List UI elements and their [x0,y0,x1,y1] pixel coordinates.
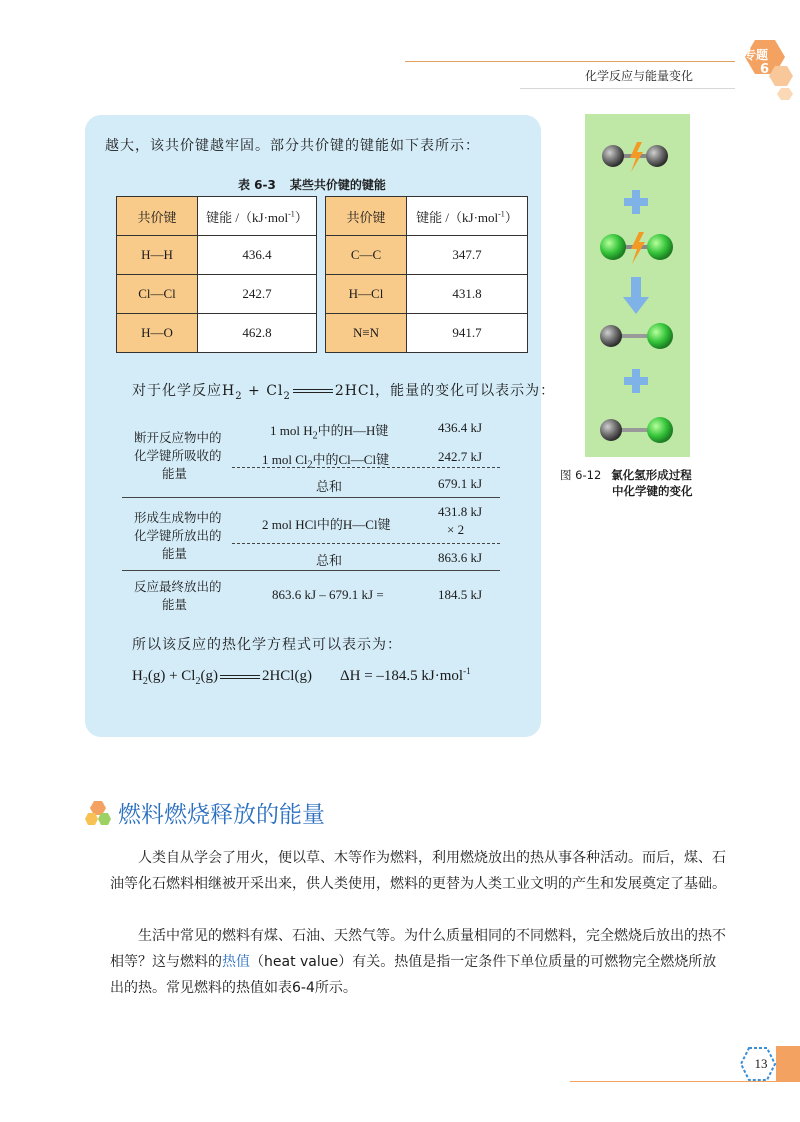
energy-cell: 941.7 [407,314,528,353]
divider [122,570,500,571]
form-total-value: 863.6 kJ [438,550,483,565]
plus-icon [624,190,648,214]
final-energy-label: 反应最终放出的 能量 [134,579,222,612]
bond-cell: H—Cl [326,275,407,314]
energy-cell: 462.8 [198,314,317,353]
total-label: 总和 [316,553,343,568]
col-header-energy-2: 键能 /（kJ·mol$^{-1}$） [407,197,528,236]
table-header-row [117,197,528,236]
bond-energy-table [116,196,528,353]
energy-cell: 347.7 [407,236,528,275]
equals-sign-icon [293,389,333,393]
section-hex-icon [84,800,112,828]
bond-cell: H—H [117,236,198,275]
col-header-energy: 键能 /（kJ·mol$^{-1}$） [198,197,317,236]
chapter-badge-label: 专题 [744,48,769,62]
final-calculation: 863.6 kJ – 679.1 kJ = [272,587,384,602]
section-title: 燃料燃烧释放的能量 [118,802,325,828]
table-row [117,236,528,275]
page-number: 13 [754,1056,768,1071]
thermo-intro: 所以该反应的热化学方程式可以表示为： [132,637,402,653]
reaction-intro: 对于化学反应$H_2 + Cl_2$ 2HCl，能量的变化可以表示为： [132,383,556,402]
form-item-hcl: 2 mol HCl中的H—Cl键 [262,517,391,532]
table-title: 某些共价键的键能 [289,178,386,192]
energy-cell: 436.4 [198,236,317,275]
form-item-multiplier: × 2 [447,522,465,537]
h2-molecule-icon [602,142,668,172]
intro-text: 越大，该共价键越牢固。部分共价键的键能如下表所示： [105,138,480,154]
final-value: 184.5 kJ [438,587,483,602]
table-row [117,314,528,353]
break-item-cl2-value: 242.7 kJ [438,449,483,464]
header-section-title: 化学反应与能量变化 [585,69,694,83]
col-header-bond: 共价键 [117,197,198,236]
table-row [117,275,528,314]
thermochemical-equation: $H_2(g) + Cl_2(g)$ 2HCl(g) ΔH = –184.5 kJ·mol$^{-1}$ [132,666,471,687]
paragraph-heat-value: 生活中常见的燃料有煤、石油、天然气等。为什么质量相同的不同燃料，完全燃烧后放出的热不相等？这与燃料的热值（heat value）有关。热值是指一定条件下单位质量的可燃物完全燃烧所放出的热。常见燃料的热值如表6-4所示。 [110,928,726,996]
energy-cell: 431.8 [407,275,528,314]
figure-number: 图 6-12 [560,468,602,482]
break-item-cl2: 1 mol $Cl_2$中的Cl—Cl键 [262,452,390,471]
dashed-rule [232,467,500,468]
break-total-value: 679.1 kJ [438,476,483,491]
table-number: 表 6-3 [238,178,276,192]
break-energy-label: 断开反应物中的 化学键所吸收的 能量 [134,430,222,481]
divider [122,497,500,498]
break-item-h2: 1 mol $H_2$中的H—H键 [270,423,389,442]
figure-caption: 图 6-12 氯化氢形成过程 中化学键的变化 [560,468,693,498]
header-rule [405,61,735,62]
dashed-rule [232,543,500,544]
footer-accent-bar [776,1046,800,1082]
hcl-formation-diagram [585,114,690,457]
hcl-molecule-icon [600,417,673,443]
paragraph-fuel-history: 人类自从学会了用火，便以草、木等作为燃料，利用燃烧放出的热从事各种活动。而后，煤、石油等化石燃料相继被开采出来，供人类使用，燃料的更替为人类工业文明的产生和发展奠定了基础。 [110,850,726,892]
break-item-h2-value: 436.4 kJ [438,420,483,435]
down-arrow-icon [623,277,649,314]
equals-sign-icon [220,675,260,679]
keyword-heat-value: 热值 [222,954,250,970]
plus-icon [624,369,648,393]
cl2-molecule-icon [600,232,673,264]
chapter-badge-number: 6 [760,62,770,77]
bond-cell: H—O [117,314,198,353]
energy-cell: 242.7 [198,275,317,314]
hcl-molecule-icon [600,323,673,349]
table-caption [238,176,386,193]
col-header-bond-2: 共价键 [326,197,407,236]
header-rule-secondary [520,88,735,89]
form-energy-label: 形成生成物中的 化学键所放出的 能量 [134,510,222,561]
bond-cell: C—C [326,236,407,275]
form-item-hcl-value: 431.8 kJ [438,504,483,519]
bond-cell: Cl—Cl [117,275,198,314]
bond-cell: N≡N [326,314,407,353]
total-label: 总和 [316,479,343,494]
